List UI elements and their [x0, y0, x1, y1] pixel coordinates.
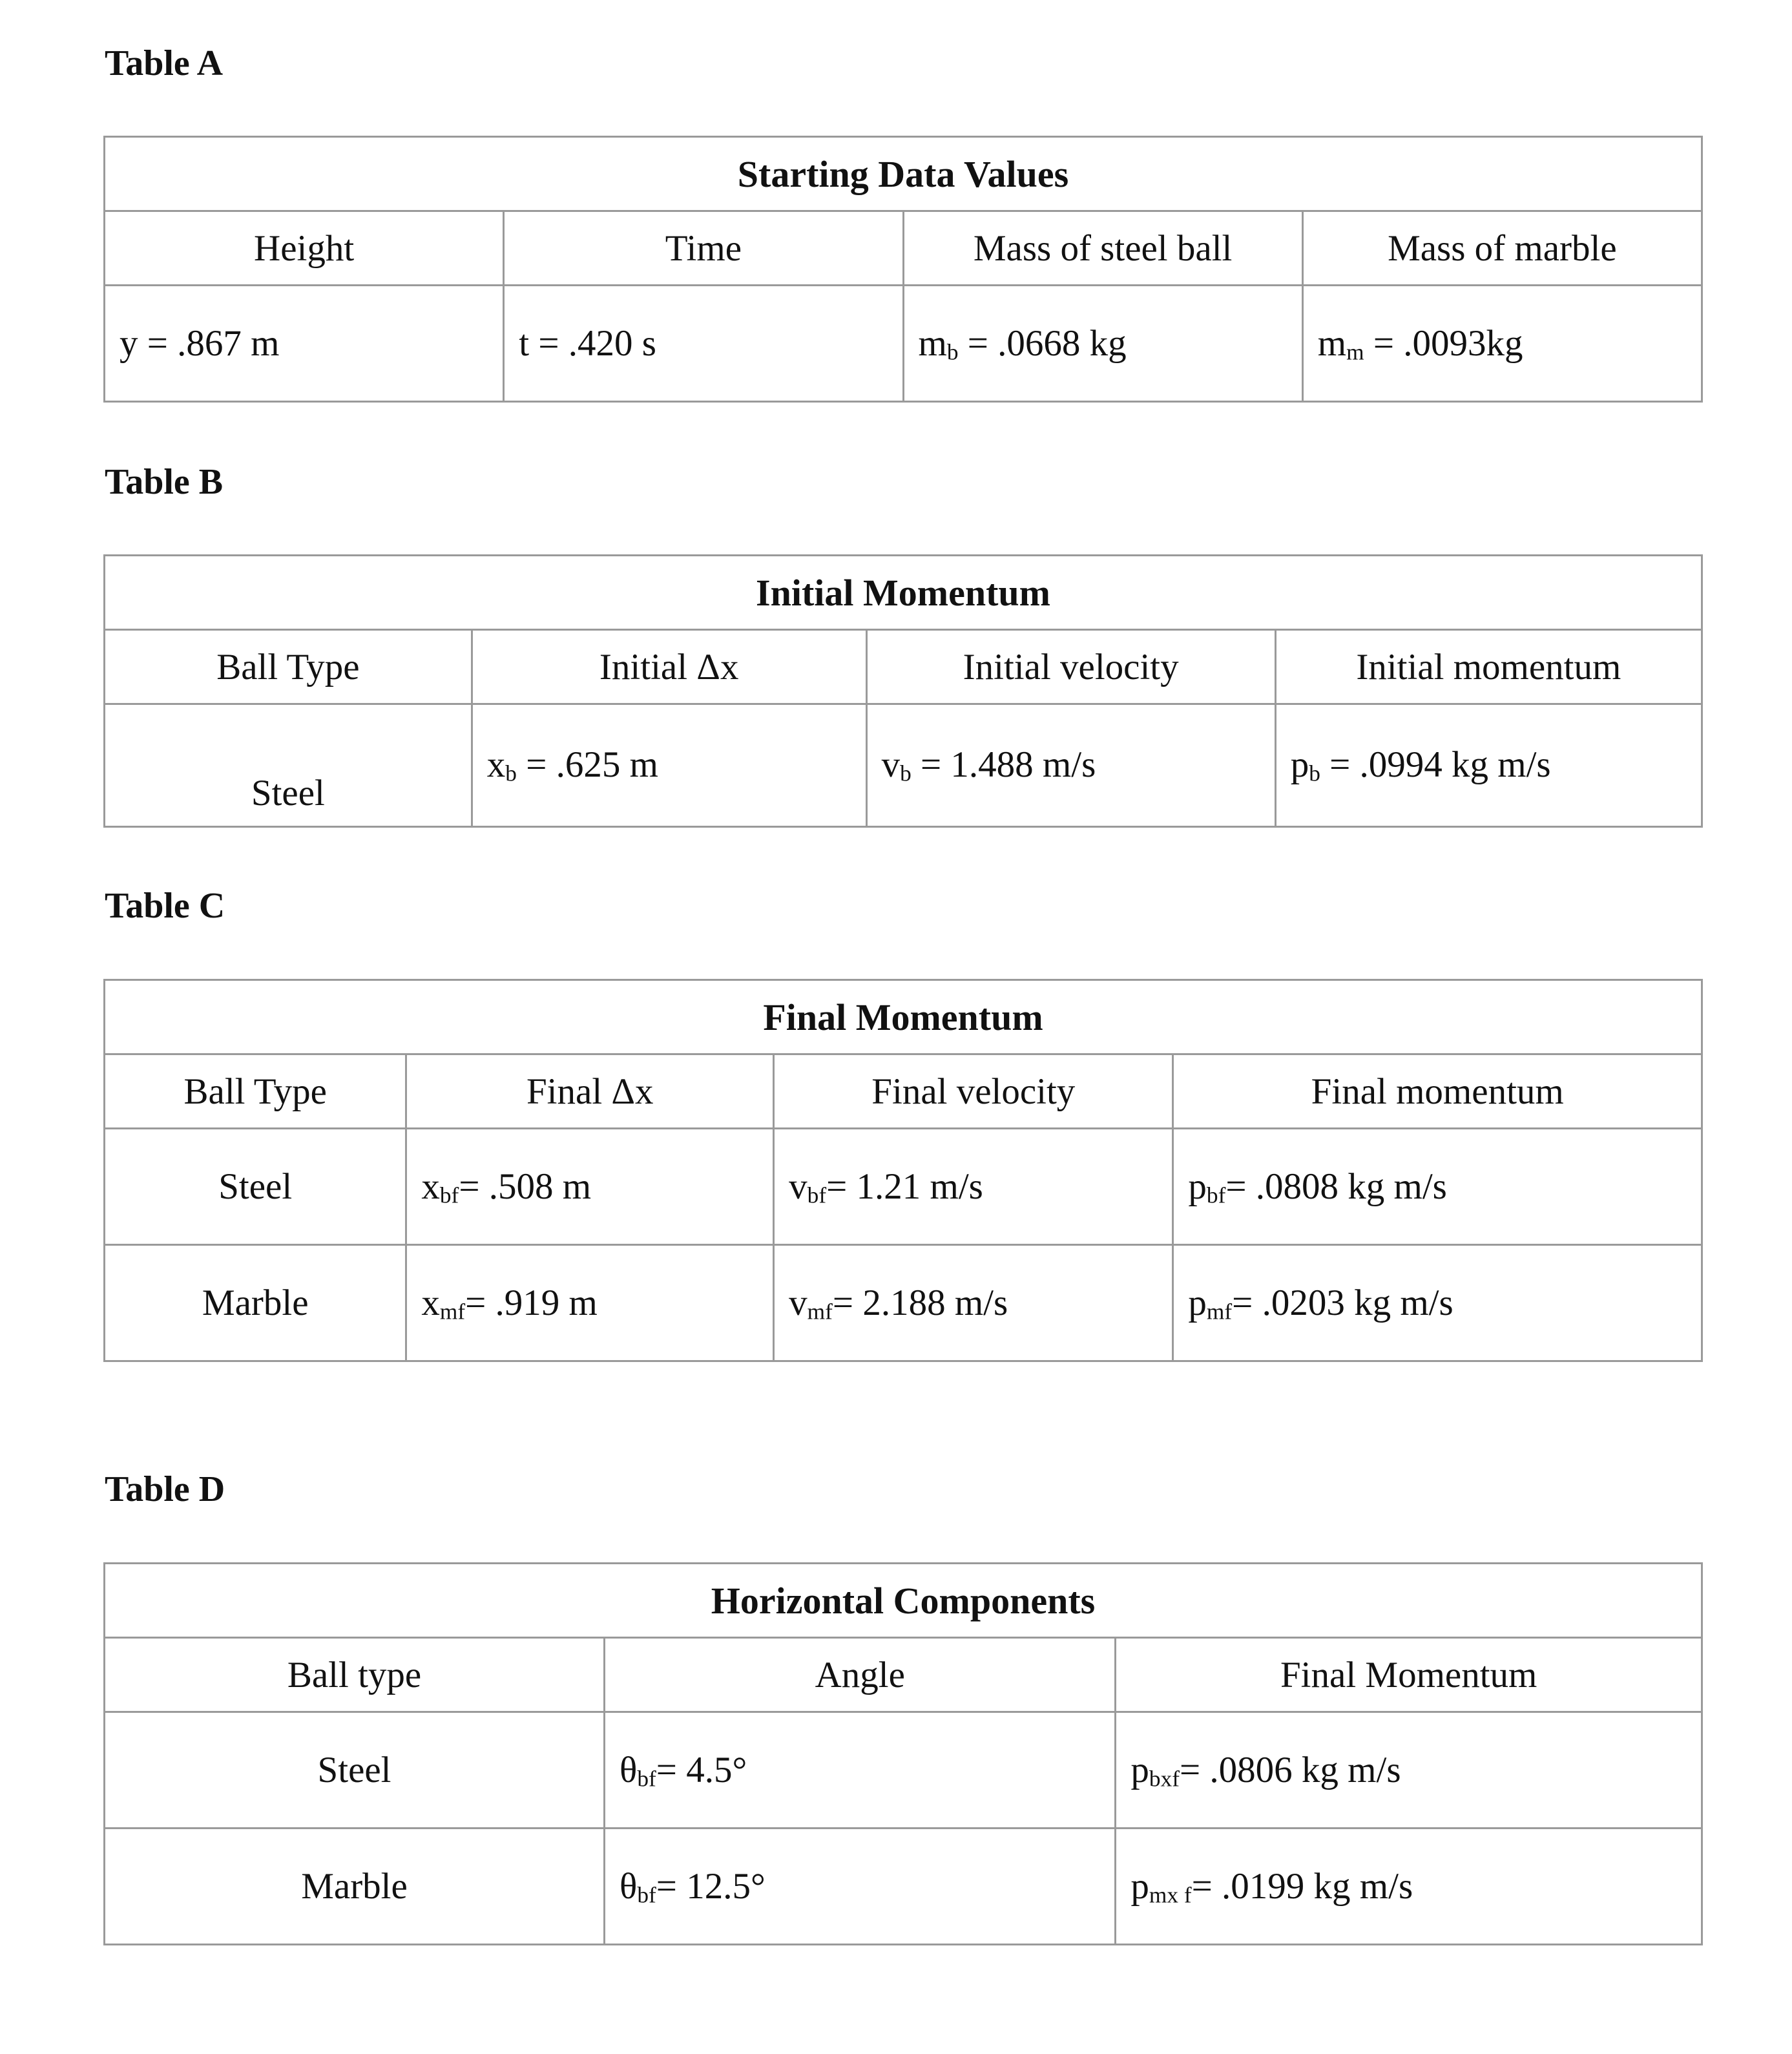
- table-b-cell-ball-type: Steel: [105, 704, 472, 827]
- symbol: x: [421, 1283, 440, 1323]
- subscript: bf: [807, 1182, 827, 1208]
- table-c-label: Table C: [105, 886, 225, 926]
- subscript: b: [946, 339, 959, 365]
- table-b-title: Initial Momentum: [105, 556, 1702, 630]
- table-d-cell-angle: [605, 1829, 1116, 1945]
- table-a-cell-height: [105, 286, 504, 402]
- table-c-cell-final-momentum: [1173, 1245, 1702, 1361]
- subscript: mf: [439, 1299, 466, 1325]
- table-a-cell-time: [504, 286, 903, 402]
- table-c-cell-ball-type: Marble: [105, 1245, 406, 1361]
- table-d-title: Horizontal Components: [105, 1564, 1702, 1638]
- table-d: [103, 1562, 1703, 1945]
- table-c-header-final-dx: Final Δx: [406, 1054, 774, 1129]
- table-b-header-ball-type: Ball Type: [105, 630, 472, 704]
- symbol: v: [789, 1166, 807, 1207]
- table-b-header-initial-momentum: Initial momentum: [1275, 630, 1702, 704]
- table-c-cell-ball-type: Steel: [105, 1129, 406, 1245]
- table-c-header-final-momentum: Final momentum: [1173, 1054, 1702, 1129]
- subscript: b: [1309, 760, 1320, 786]
- value: = .0093kg: [1364, 323, 1523, 364]
- value: = .0203 kg m/s: [1232, 1283, 1453, 1323]
- table-a: [103, 136, 1703, 403]
- subscript: mf: [807, 1299, 833, 1325]
- symbol: p: [1130, 1750, 1149, 1790]
- symbol: t: [519, 323, 530, 364]
- table-b-header-initial-dx: Initial Δx: [472, 630, 866, 704]
- value: = .0994 kg m/s: [1320, 744, 1551, 785]
- table-c-cell-final-dx: [406, 1129, 774, 1245]
- table-a-title: Starting Data Values: [105, 137, 1702, 211]
- subscript: b: [900, 760, 912, 786]
- subscript: b: [505, 760, 517, 786]
- table-d-cell-final-momentum: [1116, 1829, 1702, 1945]
- value: = 4.5°: [656, 1750, 747, 1790]
- table-a-header-time: Time: [504, 211, 903, 286]
- table-d-header-final-momentum: Final Momentum: [1116, 1638, 1702, 1712]
- table-a-cell-mass-marble: [1302, 286, 1702, 402]
- subscript: mf: [1206, 1299, 1233, 1325]
- table-a-cell-mass-steel: [903, 286, 1302, 402]
- table-d-cell-angle: [605, 1712, 1116, 1829]
- table-row: [105, 1829, 1702, 1945]
- symbol: p: [1130, 1866, 1149, 1907]
- table-a-header-mass-marble: Mass of marble: [1302, 211, 1702, 286]
- subscript: mx f: [1149, 1882, 1192, 1908]
- value: = .0668 kg: [958, 323, 1127, 364]
- symbol: θ: [620, 1866, 638, 1907]
- table-b-cell-initial-velocity: [866, 704, 1275, 827]
- subscript: bf: [1206, 1182, 1226, 1208]
- value: = .508 m: [459, 1166, 592, 1207]
- value: = .919 m: [465, 1283, 598, 1323]
- table-a-header-mass-steel: Mass of steel ball: [903, 211, 1302, 286]
- table-c-title: Final Momentum: [105, 980, 1702, 1054]
- value: = .625 m: [516, 744, 658, 785]
- subscript: bxf: [1149, 1766, 1180, 1792]
- value: = 2.188 m/s: [832, 1283, 1008, 1323]
- value: = .0806 kg m/s: [1180, 1750, 1401, 1790]
- table-d-header-angle: Angle: [605, 1638, 1116, 1712]
- table-c-cell-final-momentum: [1173, 1129, 1702, 1245]
- subscript: bf: [637, 1882, 656, 1908]
- symbol: v: [881, 744, 901, 785]
- table-b-header-initial-velocity: Initial velocity: [866, 630, 1275, 704]
- subscript: bf: [439, 1182, 459, 1208]
- table-d-header-ball-type: Ball type: [105, 1638, 605, 1712]
- value: = .867 m: [138, 323, 280, 364]
- symbol: p: [1188, 1166, 1207, 1207]
- value: = .0808 kg m/s: [1225, 1166, 1447, 1207]
- value: = .420 s: [529, 323, 656, 364]
- table-c-header-ball-type: Ball Type: [105, 1054, 406, 1129]
- symbol: x: [421, 1166, 440, 1207]
- table-row: [105, 1129, 1702, 1245]
- table-b-cell-initial-momentum: [1275, 704, 1702, 827]
- value: = 1.21 m/s: [826, 1166, 983, 1207]
- symbol: x: [486, 744, 506, 785]
- symbol: p: [1290, 744, 1309, 785]
- table-d-cell-final-momentum: [1116, 1712, 1702, 1829]
- table-b: [103, 554, 1703, 828]
- symbol: m: [1317, 323, 1347, 364]
- table-c-cell-final-velocity: [774, 1129, 1173, 1245]
- table-d-cell-ball-type: Marble: [105, 1829, 605, 1945]
- symbol: y: [120, 323, 138, 364]
- table-b-label: Table B: [105, 462, 224, 502]
- symbol: v: [789, 1283, 807, 1323]
- value: = 1.488 m/s: [911, 744, 1096, 785]
- table-a-header-height: Height: [105, 211, 504, 286]
- table-c-cell-final-dx: [406, 1245, 774, 1361]
- table-row: [105, 1245, 1702, 1361]
- value: = .0199 kg m/s: [1191, 1866, 1413, 1907]
- table-c-cell-final-velocity: [774, 1245, 1173, 1361]
- table-c-header-final-velocity: Final velocity: [774, 1054, 1173, 1129]
- table-a-label: Table A: [105, 43, 224, 83]
- value: = 12.5°: [656, 1866, 766, 1907]
- table-d-cell-ball-type: Steel: [105, 1712, 605, 1829]
- subscript: bf: [637, 1766, 656, 1792]
- table-c: [103, 979, 1703, 1362]
- symbol: θ: [620, 1750, 638, 1790]
- symbol: p: [1188, 1283, 1207, 1323]
- table-b-cell-initial-dx: [472, 704, 866, 827]
- table-d-label: Table D: [105, 1469, 225, 1509]
- table-row: [105, 1712, 1702, 1829]
- subscript: m: [1346, 339, 1364, 365]
- symbol: m: [918, 323, 947, 364]
